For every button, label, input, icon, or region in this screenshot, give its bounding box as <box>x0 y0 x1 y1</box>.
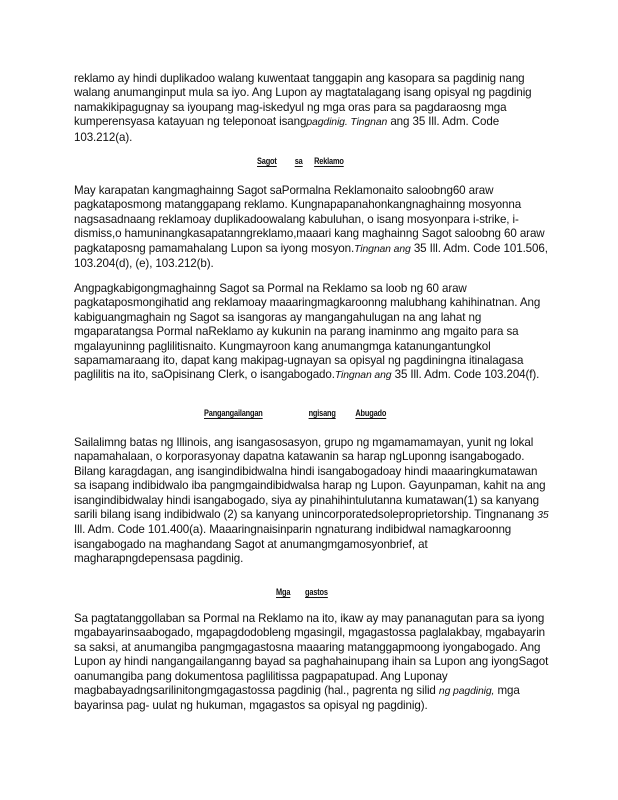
heading-word: Abugado <box>355 408 387 418</box>
paragraph-kabiguan <box>74 282 550 384</box>
paragraph-text: mga bayarinsa pag- uulat ng hukuman, mgagastos sa opisyal ng pagdinig). <box>74 684 520 713</box>
italic-text: 35 <box>537 510 549 522</box>
heading-word: sa <box>294 156 303 166</box>
heading-word: Mga <box>276 587 291 597</box>
paragraph-text: ang 35 Ill. Adm. Code 103.212(a). <box>74 115 500 144</box>
heading-word: Sagot <box>257 156 277 166</box>
paragraph-text: 35 Ill. Adm. Code 101.506, 103.204(d), (e), 103.212(b). <box>74 241 548 271</box>
paragraph-text: Sa pagtatanggollaban sa Pormal na Reklamo na ito, ikaw ay may pananagutan para sa iyong mgabayarinsaabogado, mgapagdodobleng mgasingil, mgagastossa paglalakbay, mgabayarin sa saksi, at anumangiba pangmgagastosna maaaring matanggapmoong iyongabogado. Ang Lupon ay hindi nangangailanganng bayad sa paghahainupang ihain sa Lupon ang iyongSagot oanumangiba pang dokumentosa paglilitissa pagpapatupad. Ang Luponay magbabayadngsarilinitongmgagastossa pagdinig (hal., pagrenta ng silid <box>74 612 549 698</box>
paragraph-continuation <box>74 72 550 145</box>
section-heading-gastos <box>276 587 344 597</box>
italic-text: pagdinig. Tingnan <box>306 117 388 129</box>
heading-word: gastos <box>305 587 328 597</box>
heading-word: Pangangailangan <box>204 408 263 418</box>
paragraph-text: May karapatan kangmaghainng Sagot saPormalna Reklamonaito saloobng60 araw pagkataposmong matanggapang reklamo. Kungnapapanahonkangnaghainng mosyonna nagsasadnaang reklamoay duplikadoowalang kabuluhan, o isang mosyonpara i-strike, i-dismiss,o hamuninangkasapatanngreklamo,maaari kang maghainng Sagot saloobng 60 araw pagkataposng pamamahalang Lupon sa iyong mosyon. <box>74 184 545 255</box>
italic-text: Tingnan ang <box>354 243 411 255</box>
paragraph-karapatan <box>74 184 550 271</box>
italic-text: Tingnan ang <box>334 370 392 382</box>
paragraph-text: Ill. Adm. Code 101.400(a). Maaaringnaisinparin ngnaturang indibidwal namagkaroonng isangabogado na maghandang Sagot at anumangmgamosyonbrief, at magharapngdepensasa pagdinig. <box>74 523 512 566</box>
paragraph-text: 35 Ill. Adm. Code 103.204(f). <box>394 368 540 382</box>
paragraph-gastos <box>74 612 550 714</box>
section-heading-sagot <box>257 156 367 166</box>
heading-word: ngisang <box>308 408 336 418</box>
paragraph-text: reklamo ay hindi duplikadoo walang kuwentaat tanggapin ang kasopara sa pagdinig nang walang anumanginput mula sa iyo. Ang Lupon ay magtatalagang isang opisyal ng pagdinig namakikipagugnay sa iyoupang mag-iskedyul ng mga oras para sa pagdaraosng mga kumperensyasa katayuan ng teleponoat isang <box>74 72 532 129</box>
paragraph-text: Angpagkabigongmaghainng Sagot sa Pormal na Reklamo sa loob ng 60 araw pagkataposmongihatid ang reklamoay maaaringmagkaroonng malubhang kahihinatnan. Ang kabiguangmaghain ng Sagot sa isangoras ay mangangahulugan na ang lahat ng mgaparatangsa Pormal naReklamo ay kukunin na parang inaminmo ang mgaito para sa mgalayuninng paglilitisnaito. Kungmayroon kang anumangmga katanungantungkol sapamamaraang ito, dapat kang makipag-ugnayan sa opisyal ng pagdiningna itinalagasa paglilitis na ito, saOpisinang Clerk, o isangabogado. <box>74 282 541 382</box>
section-heading-abugado <box>204 408 416 418</box>
italic-text: ng pagdinig, <box>438 686 495 698</box>
paragraph-batas <box>74 436 550 567</box>
heading-word: Reklamo <box>314 156 344 166</box>
paragraph-text: Sailalimng batas ng Illinois, ang isangasosasyon, grupo ng mgamamamayan, yunit ng lokal napamahalaan, o korporasyonay dapatna katawanin sa harap ngLuponng isangabogado. Bilang karagdagan, ang isangindibidwalna hindi isangabogadoay hindi maaaringkumatawan sa isapang indibidwalo iba pangmgaindibidwalsa harap ng Lupon. Gayunpaman, kahit na ang isangindibidwalay hindi isangabogado, siya ay pinahihintulutanna kumatawan(1) sa kanyang sarili bilang isang indibidwalo (2) sa kanyang unincorporatedsoleproprietorship. Tingnanang <box>74 436 546 522</box>
